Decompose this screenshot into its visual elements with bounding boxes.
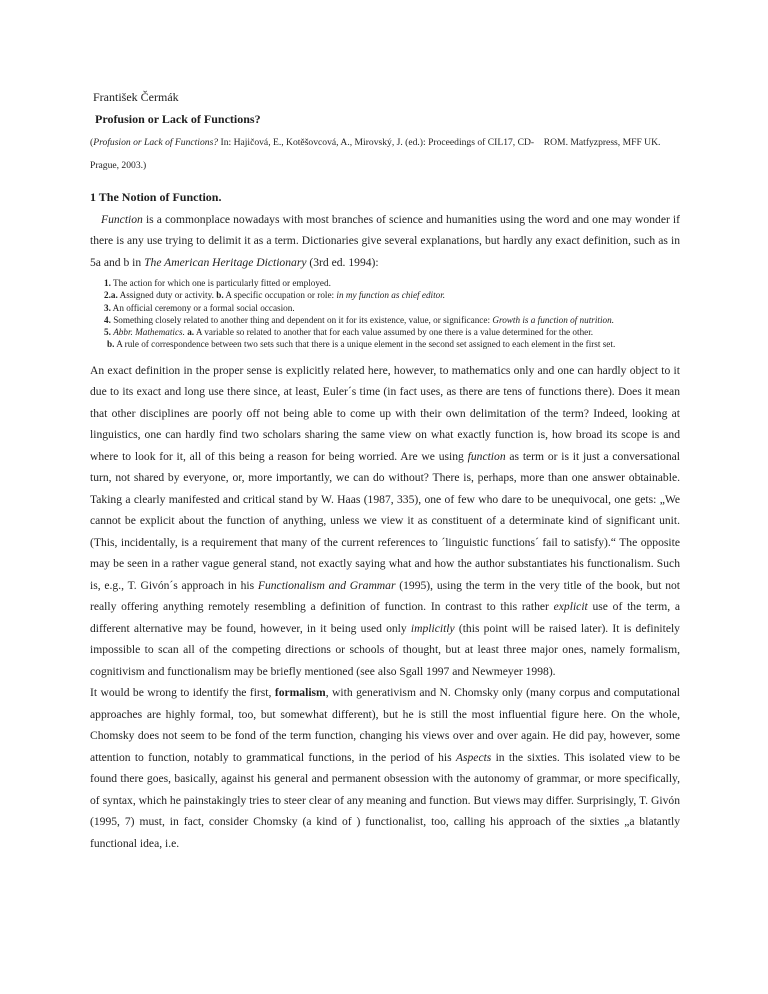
dictionary-definition-list xyxy=(104,277,680,351)
text-run: implicitly xyxy=(410,621,455,635)
text-run: as term or is it just a conversational turn, not shared by everyone, or, more importantly, we can do without? There is, perhaps, more than one answer obtainable. Taking a clearly manifested and critical stand by W. Haas (1987, 335), one of few who dare to be unequivocal, one gets: „We cannot be explicit about the function of anything, unless we view it as constituent of a determinate kind of significant unit. (This, incidentally, is a requirement that many of the current references to ´linguistic functions´ fail to satisfy).“ The opposite may be seen in a rather vague general stand, not exactly saying what and how the author substantiates his functionalism. Such is, e.g., T. Givón´s approach in his xyxy=(90,449,680,592)
text-run: An official ceremony or a formal social occasion. xyxy=(110,302,295,313)
text-run: (1995), using the term in the very title of the book, but not really offering anything remotely resembling a definition of function. In contrast to this rather xyxy=(90,578,681,614)
definition-item-3 xyxy=(104,302,680,314)
paper-title: Profusion or Lack of Functions? xyxy=(95,112,261,126)
text-run: Aspects xyxy=(455,750,492,764)
text-run: , with generativism and N. Chomsky only (many corpus and computational approaches are highly formal, too, but somewhat different), but he is still the most influential figure here. On the whole, Chomsky does not seem to be fond of the term function, changing his views over and over again. He did pay, however, some attention to function, notably to grammatical functions, in the period of his xyxy=(90,686,681,764)
discussion-paragraph xyxy=(90,360,680,683)
definition-item-2 xyxy=(104,289,680,301)
definition-item-5 xyxy=(104,326,680,338)
text-run: in my function as chief editor. xyxy=(336,290,446,301)
text-run: (this point will be raised later). It is definitely impossible to scan all of the competing directions or schools of thought, but at least three major ones, namely formalism, cognitivism and functionalism may be briefly mentioned (see also Sgall 1997 and Newmeyer 1998). xyxy=(90,621,680,678)
citation xyxy=(90,131,680,177)
text-run: Assigned duty or activity. xyxy=(117,290,217,301)
text-run: Something closely related to another thing and dependent on it for its existence, value, or significance: xyxy=(110,314,493,325)
item-letter: b. xyxy=(216,290,224,301)
citation-work-title: Profusion or Lack of Functions? xyxy=(93,137,219,148)
definition-item-5b xyxy=(104,338,680,350)
text-run: explicit xyxy=(553,600,588,614)
citation-line-1 xyxy=(90,137,660,148)
item-number: 2.a. xyxy=(104,290,118,301)
text-run: The American Heritage Dictionary xyxy=(144,255,307,269)
citation-line-2: Prague, 2003.) xyxy=(90,160,147,171)
definition-item-1 xyxy=(104,277,680,289)
text-run: in the sixties. This isolated view to be found there goes, basically, against his general and permanent obsession with the autonomy of grammar, or more specifically, of syntax, which he painstakingly tries to steer clear of any meaning and function. But views may differ. Surprisingly, T. Givón (1995, 7) must, in fact, consider Chomsky (a kind of ) functionalist, too, calling his approach of the sixties „a blatantly functional idea, i.e. xyxy=(90,750,681,850)
text-run: Functionalism and Grammar xyxy=(257,578,396,592)
text-run: Abbr. Mathematics. xyxy=(113,327,185,338)
item-number: 5. xyxy=(104,327,111,338)
text-run: (3rd ed. 1994): xyxy=(306,255,379,269)
formalism-paragraph xyxy=(90,682,680,854)
section-heading: 1 The Notion of Function. xyxy=(90,190,222,204)
item-number: 3. xyxy=(104,302,111,313)
text-run: A specific occupation or role: xyxy=(223,290,337,301)
item-number: 1. xyxy=(104,278,111,288)
item-letter: a. xyxy=(187,327,195,338)
text-run: An exact definition in the proper sense is explicitly related here, however, to mathematics only and one can hardly object to it due to its exact and long use there since, at least, Euler´s time (in fact uses, as there are tens of functions there). Does it mean that other disciplines are poorly off not being able to come up with their own delimitation of the term? Indeed, looking at linguistics, one can hardly find two scholars sharing the same view on what exactly function is, how broad its scope is and where to look for it, all of this being a reason for being worried. Are we using xyxy=(90,363,680,463)
intro-paragraph xyxy=(90,209,680,274)
text-run: Growth is a function of nutrition. xyxy=(492,314,614,325)
text-run: use of the term, a different alternative may be found, however, in it being used only xyxy=(90,600,680,635)
text-run: is a commonplace nowadays with most branches of science and humanities using the word and one may wonder if there is any use trying to delimit it as a term. Dictionaries give several explanations, but hardly any exact definition, such as in 5a and b in xyxy=(90,212,680,269)
author-name: František Čermák xyxy=(93,90,179,104)
item-number: 4. xyxy=(104,314,111,325)
text-run: Function xyxy=(101,212,143,226)
citation-publication-info: In: Hajičová, E., Kotěšovcová, A., Mirovský, J. (ed.): Proceedings of CIL17, CD- ROM. Matfyzpress, MFF UK. xyxy=(218,137,661,148)
text-run: A rule of correspondence between two sets such that there is a unique element in the second set assigned to each element in the first set. xyxy=(114,339,616,350)
text-run: formalism xyxy=(274,686,326,700)
citation-open-paren: ( xyxy=(90,137,94,148)
text-run: function xyxy=(467,449,506,463)
text-run: It would be wrong to identify the first, xyxy=(90,686,275,700)
definition-item-4 xyxy=(104,314,680,326)
item-letter: b. xyxy=(107,339,115,350)
text-run: The action for which one is particularly fitted or employed. xyxy=(110,278,331,288)
text-run: A variable so related to another that for each value assumed by one there is a value determined for the other. xyxy=(194,327,594,338)
